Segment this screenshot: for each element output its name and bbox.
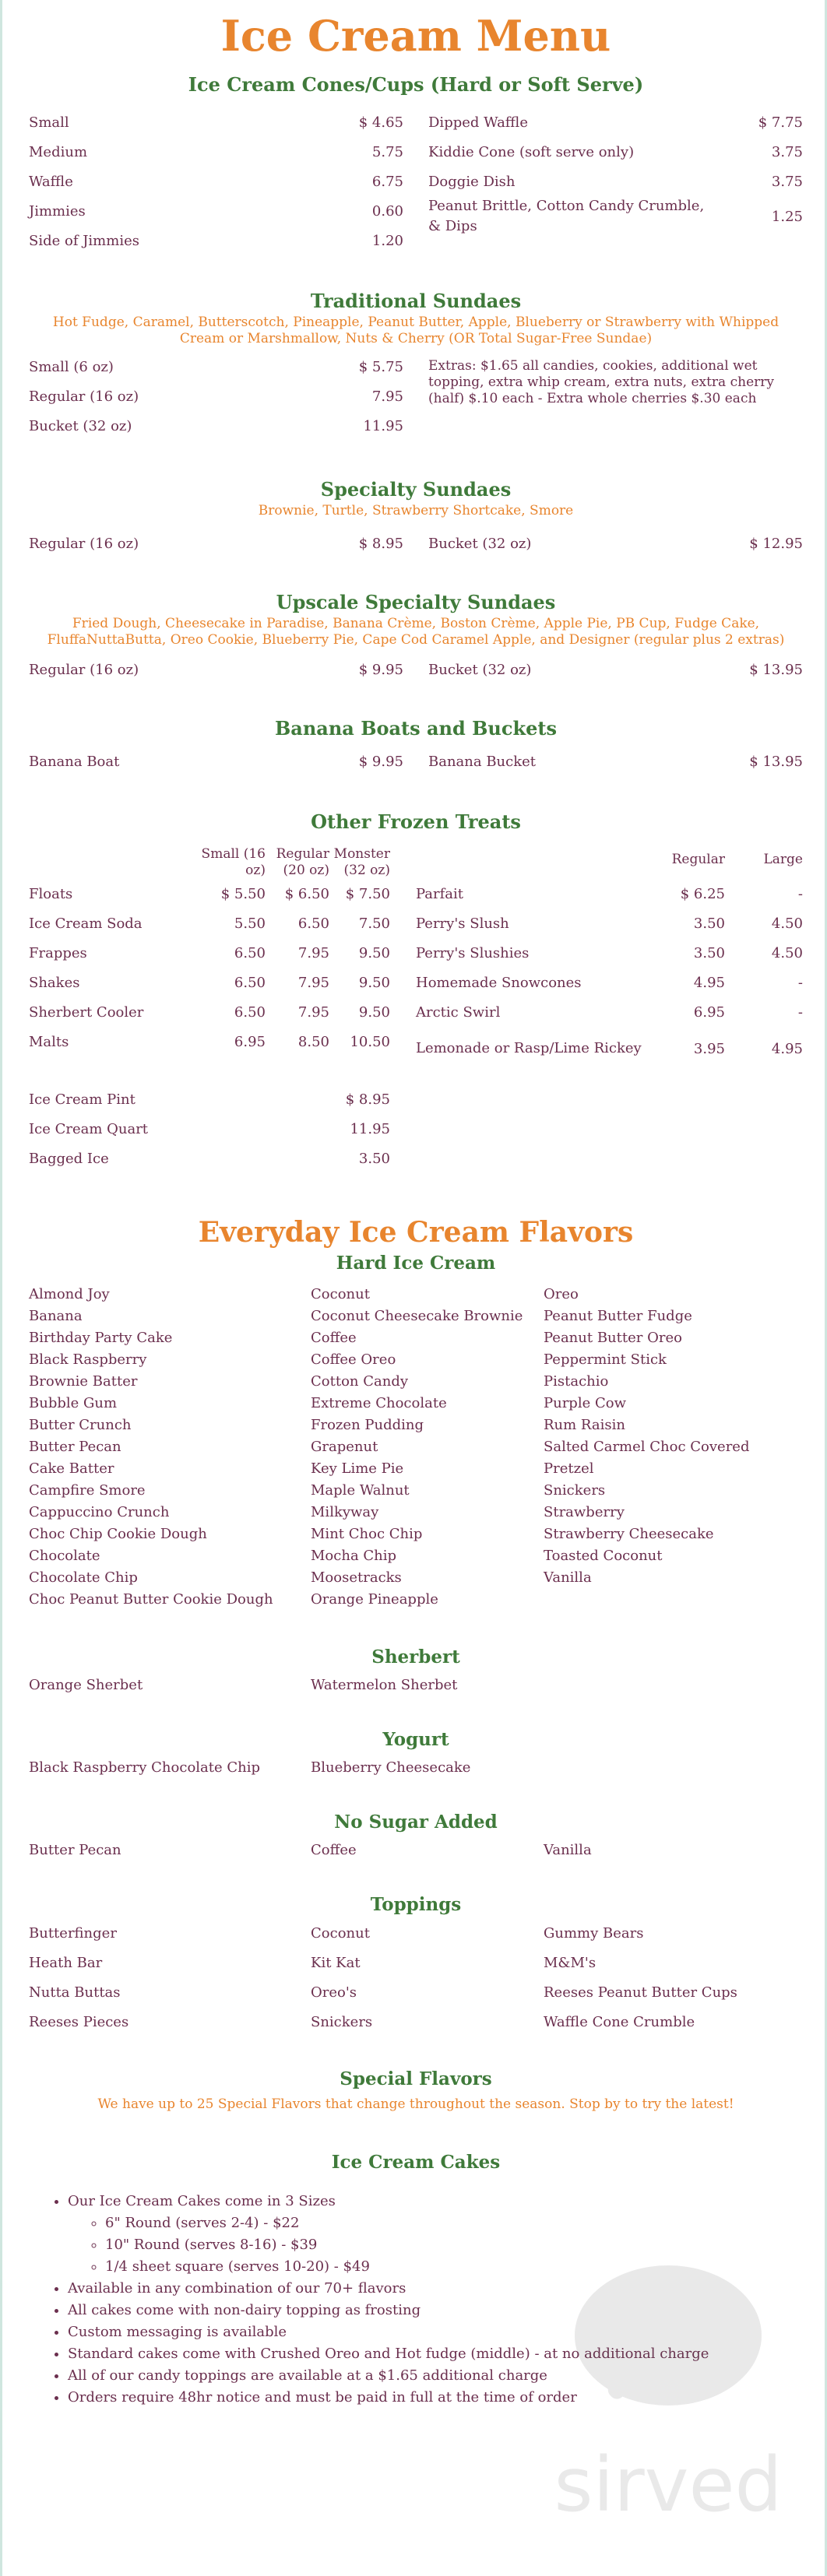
menu-row: Side of Jimmies 1.20: [29, 232, 403, 249]
menu-row: Medium 5.75: [29, 143, 403, 160]
flavor-item: Chocolate Chip: [29, 1569, 138, 1586]
table-row: Ice Cream Soda 5.50 6.50 7.50: [29, 915, 390, 932]
flavor-item: Choc Chip Cookie Dough: [29, 1526, 207, 1542]
upscale-desc: Fried Dough, Cheesecake in Paradise, Banana Crème, Boston Crème, Apple Pie, PB Cup, Fudge Cake, FluffaNuttaButta, Oreo Cookie, Blueberry Pie, Cape Cod Caramel Apple, and Designer (regular plus 2 extras): [47, 616, 785, 648]
flavor-item: Moosetracks: [311, 1569, 402, 1586]
list-item: Butter Pecan: [29, 1842, 121, 1858]
table-row: Frappes 6.50 7.95 9.50: [29, 944, 390, 961]
list-item: ◦ 6" Round (serves 2-4) - $22: [105, 2212, 827, 2234]
flavor-item: Coffee: [311, 1330, 357, 1346]
list-item: ◦ 1/4 sheet square (serves 10-20) - $49: [105, 2256, 827, 2278]
topping-item: Gummy Bears: [544, 1925, 644, 1942]
cones-right: [428, 107, 803, 255]
list-item: • Available in any combination of our 70+ flavors: [68, 2278, 827, 2300]
no-sugar-list: [2, 1840, 827, 1861]
topping-item: Heath Bar: [29, 1955, 103, 1971]
flavor-item: Mint Choc Chip: [311, 1526, 423, 1542]
menu-row: Regular (16 oz) 7.95: [29, 388, 403, 405]
topping-item: Kit Kat: [311, 1955, 361, 1971]
table-row: Homemade Snowcones 4.95 -: [416, 974, 803, 991]
extras-note: Extras: $1.65 all candies, cookies, additional wet topping, extra whip cream, extra nuts, extra cherry (half) $.10 each - Extra whole cherries $.30 each: [428, 358, 774, 406]
flavor-column: [544, 1284, 801, 1611]
sherbert-list: [2, 1675, 827, 1696]
frozen-section: [2, 840, 827, 1173]
no-sugar-title: No Sugar Added: [334, 1812, 498, 1833]
flavor-item: Cappuccino Crunch: [29, 1504, 170, 1520]
flavor-item: Grapenut: [311, 1439, 378, 1455]
topping-item: Butterfinger: [29, 1925, 117, 1942]
list-item: Black Raspberry Chocolate Chip: [29, 1759, 261, 1776]
toppings-column: [544, 1919, 801, 2037]
flavor-column: [311, 1284, 544, 1611]
table-row: Perry's Slushies 3.50 4.50: [416, 944, 803, 961]
banana-title: Banana Boats and Buckets: [275, 717, 557, 740]
list-item: • All cakes come with non-dairy topping as frosting: [68, 2300, 827, 2321]
list-item: Watermelon Sherbet: [311, 1677, 458, 1693]
upscale-title: Upscale Specialty Sundaes: [276, 591, 556, 613]
topping-item: Oreo's: [311, 1984, 357, 2001]
flavor-item: Snickers: [544, 1482, 606, 1499]
cones-title: Ice Cream Cones/Cups (Hard or Soft Serve): [188, 73, 644, 96]
traditional-desc: Hot Fudge, Caramel, Butterscotch, Pineapple, Peanut Butter, Apple, Blueberry or Strawberry with Whipped Cream or Marshmallow, Nuts & Cherry (OR Total Sugar-Free Sundae): [52, 315, 779, 346]
everyday-title: Everyday Ice Cream Flavors: [198, 1216, 634, 1249]
topping-item: Waffle Cone Crumble: [544, 2014, 695, 2030]
topping-item: Reeses Peanut Butter Cups: [544, 1984, 737, 2001]
yogurt-title: Yogurt: [382, 1729, 449, 1750]
watermark-text: sirved: [554, 2441, 783, 2529]
list-item: • All of our candy toppings are available at a $1.65 additional charge: [68, 2365, 827, 2387]
list-item: • Our Ice Cream Cakes come in 3 Sizes ◦ 6" Round (serves 2-4) - $22 ◦ 10" Round (serves 8-16) - $39 ◦ 1/4 sheet square (serves 10-20) - $49: [68, 2191, 827, 2278]
flavor-item: Extreme Chocolate: [311, 1395, 447, 1411]
flavor-item: Chocolate: [29, 1548, 100, 1564]
topping-item: Snickers: [311, 2014, 373, 2030]
flavor-item: Pistachio: [544, 1373, 609, 1390]
flavor-item: Black Raspberry: [29, 1351, 147, 1368]
special-desc: We have up to 25 Special Flavors that change throughout the season. Stop by to try the latest!: [97, 2096, 734, 2112]
topping-item: Nutta Buttas: [29, 1984, 121, 2001]
menu-row: Banana Bucket $ 13.95: [428, 753, 803, 770]
special-title: Special Flavors: [340, 2068, 492, 2089]
list-item: ◦ 10" Round (serves 8-16) - $39: [105, 2234, 827, 2256]
flavor-item: Frozen Pudding: [311, 1417, 424, 1433]
specialty-desc: Brownie, Turtle, Strawberry Shortcake, Smore: [258, 503, 574, 518]
flavor-item: Birthday Party Cake: [29, 1330, 173, 1346]
yogurt-list: [2, 1757, 827, 1779]
menu-row: Kiddie Cone (soft serve only) 3.75: [428, 143, 803, 160]
page-title: Ice Cream Menu: [220, 11, 611, 61]
flavor-item: Strawberry: [544, 1504, 625, 1520]
menu-row: Waffle 6.75: [29, 173, 403, 190]
flavor-item: Coconut: [311, 1286, 370, 1302]
menu-row: Jimmies 0.60: [29, 202, 403, 220]
specialty-title: Specialty Sundaes: [320, 478, 512, 501]
toppings-title: Toppings: [370, 1894, 462, 1915]
menu-page: [2, 0, 827, 2576]
flavor-item: Peppermint Stick: [544, 1351, 667, 1368]
hard-ice-cream-title: Hard Ice Cream: [336, 1253, 496, 1274]
menu-row: Regular (16 oz) $ 9.95: [29, 661, 403, 678]
toppings-list: [2, 1919, 827, 2037]
frozen-table-left: Small (16 oz) Regular (20 oz) Monster (32 oz) Floats $ 5.50 $ 6.50 $ 7.50 Ice Cream Soda 5.50 6.50 7.50 Frappes 6.50 7.95 9.50 Shakes 6.50 7.95 9.50 Sherbert Cooler 6.50 7.95 9.50 Malts 6.95 8.50 10.50: [29, 840, 390, 1056]
menu-row: Ice Cream Quart 11.95: [29, 1120, 390, 1137]
flavor-item: Mocha Chip: [311, 1548, 397, 1564]
fork-spoon-icon: [540, 2242, 797, 2530]
menu-row: Bucket (32 oz) 11.95: [29, 417, 403, 434]
list-item: Orange Sherbet: [29, 1677, 143, 1693]
traditional-title: Traditional Sundaes: [310, 290, 522, 312]
menu-row: Small (6 oz) $ 5.75: [29, 358, 403, 375]
list-item: Vanilla: [544, 1842, 592, 1858]
table-row: Arctic Swirl 6.95 -: [416, 1003, 803, 1021]
sherbert-title: Sherbert: [371, 1646, 460, 1668]
flavor-item: Coffee Oreo: [311, 1351, 396, 1368]
table-row: Parfait $ 6.25 -: [416, 885, 803, 902]
toppings-column: [29, 1919, 311, 2037]
menu-row: Banana Boat $ 9.95: [29, 753, 403, 770]
menu-row: Ice Cream Pint $ 8.95: [29, 1091, 390, 1108]
flavor-list: [2, 1284, 827, 1611]
banana-section: [2, 747, 827, 776]
flavor-item: Oreo: [544, 1286, 579, 1302]
table-row: Floats $ 5.50 $ 6.50 $ 7.50: [29, 885, 390, 902]
frozen-title: Other Frozen Treats: [311, 810, 521, 833]
flavor-item: Key Lime Pie: [311, 1460, 404, 1477]
flavor-item: Orange Pineapple: [311, 1591, 438, 1608]
menu-row: Dipped Waffle $ 7.75: [428, 114, 803, 131]
upscale-section: [2, 655, 827, 684]
topping-item: Coconut: [311, 1925, 370, 1942]
flavor-item: Cake Batter: [29, 1460, 114, 1477]
flavor-item: Cotton Candy: [311, 1373, 409, 1390]
flavor-item: Butter Crunch: [29, 1417, 132, 1433]
flavor-item: Strawberry Cheesecake: [544, 1526, 714, 1542]
flavor-column: [29, 1284, 311, 1611]
menu-row: Regular (16 oz) $ 8.95: [29, 535, 403, 552]
specialty-section: [2, 529, 827, 558]
flavor-item: Bubble Gum: [29, 1395, 118, 1411]
list-item: Blueberry Cheesecake: [311, 1759, 471, 1776]
cones-section: [2, 107, 827, 255]
flavor-item: Campfire Smore: [29, 1482, 146, 1499]
topping-item: Reeses Pieces: [29, 2014, 129, 2030]
list-item: • Custom messaging is available: [68, 2321, 827, 2343]
menu-row: Doggie Dish 3.75: [428, 173, 803, 190]
flavor-item: Toasted Coconut: [544, 1548, 663, 1564]
flavor-item: Almond Joy: [29, 1286, 110, 1302]
menu-row: Peanut Brittle, Cotton Candy Crumble, & Dips 1.25: [428, 198, 803, 234]
flavor-item: Choc Peanut Butter Cookie Dough: [29, 1591, 273, 1608]
cakes-title: Ice Cream Cakes: [331, 2152, 501, 2173]
flavor-item: Salted Carmel Choc Covered Pretzel: [544, 1439, 750, 1477]
flavor-item: Maple Walnut: [311, 1482, 410, 1499]
traditional-section: [2, 352, 827, 441]
menu-row: Small $ 4.65: [29, 114, 403, 131]
table-row: Sherbert Cooler 6.50 7.95 9.50: [29, 1003, 390, 1021]
flavor-item: Peanut Butter Fudge: [544, 1308, 692, 1324]
flavor-item: Purple Cow: [544, 1395, 626, 1411]
toppings-column: [311, 1919, 544, 2037]
flavor-item: Milkyway: [311, 1504, 379, 1520]
menu-row: Bagged Ice 3.50: [29, 1150, 390, 1167]
table-row: Malts 6.95 8.50 10.50: [29, 1033, 390, 1050]
flavor-item: Rum Raisin: [544, 1417, 625, 1433]
cones-left: [29, 107, 403, 255]
list-item: • Orders require 48hr notice and must be paid in full at the time of order: [68, 2387, 827, 2409]
flavor-item: Banana: [29, 1308, 83, 1324]
list-item: Coffee: [311, 1842, 357, 1858]
flavor-item: Coconut Cheesecake Brownie: [311, 1308, 523, 1324]
table-row: Shakes 6.50 7.95 9.50: [29, 974, 390, 991]
menu-row: Bucket (32 oz) $ 13.95: [428, 661, 803, 678]
frozen-table-right: Regular Large Parfait $ 6.25 - Perry's Slush 3.50 4.50 Perry's Slushies 3.50 4.50 Homemade Snowcones 4.95 - Arctic Swirl 6.95 - Lemonade or Rasp/Lime Rickey 3.95 4.95: [416, 840, 803, 1070]
table-row: Perry's Slush 3.50 4.50: [416, 915, 803, 932]
flavor-item: Brownie Batter: [29, 1373, 138, 1390]
flavor-item: Peanut Butter Oreo: [544, 1330, 682, 1346]
flavor-item: Vanilla: [544, 1569, 592, 1586]
sirved-watermark: [540, 2242, 797, 2530]
table-row: Lemonade or Rasp/Lime Rickey 3.95 4.95: [416, 1040, 803, 1057]
topping-item: M&M's: [544, 1955, 596, 1971]
flavor-item: Butter Pecan: [29, 1439, 121, 1455]
menu-row: Bucket (32 oz) $ 12.95: [428, 535, 803, 552]
list-item: • Standard cakes come with Crushed Oreo and Hot fudge (middle) - at no additional charge: [68, 2343, 827, 2365]
